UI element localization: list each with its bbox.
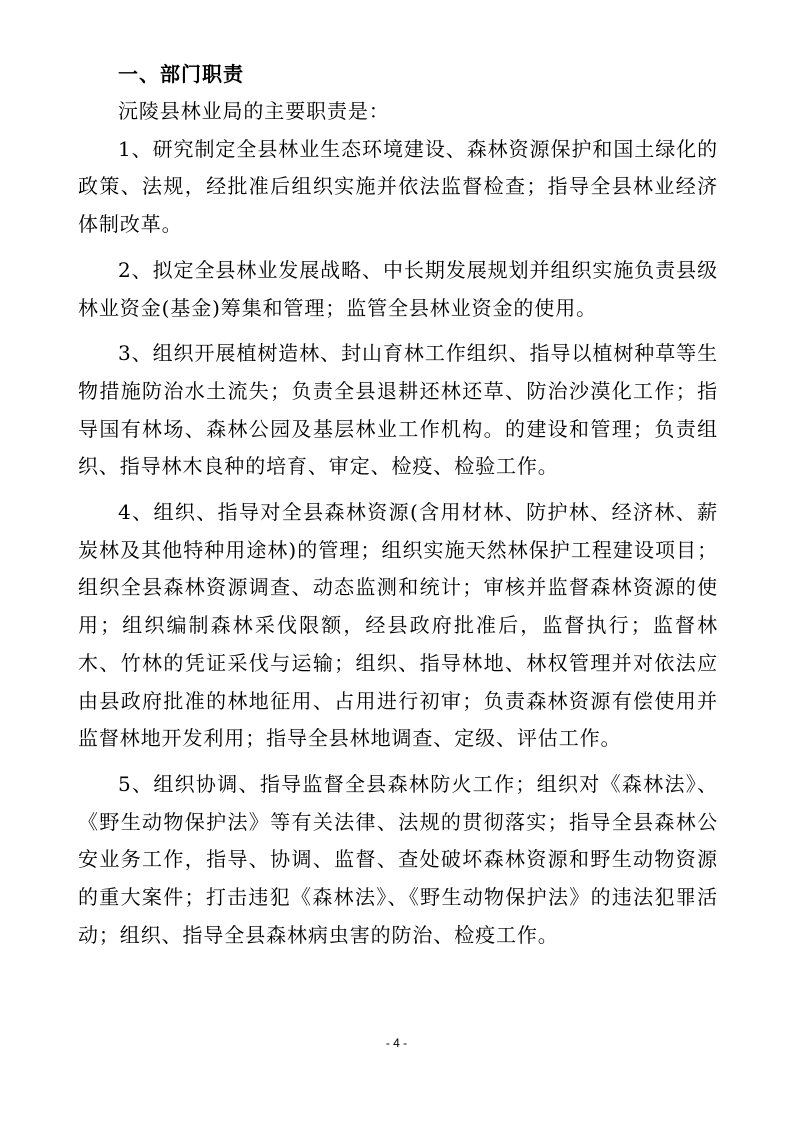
duty-item-5: 5、组织协调、指导监督全县森林防火工作；组织对《森林法》、《野生动物保护法》等有关法律、法规的贯彻落实；指导全县森林公安业务工作，指导、协调、监督、查处破坏森林资源和野生动物资源的重大案件；打击违犯《森林法》、《野生动物保护法》的违法犯罪活动；组织、指导全县森林病虫害的防治、检疫工作。 [78, 771, 718, 947]
paragraph-gap [78, 327, 718, 335]
duty-item-4: 4、组织、指导对全县森林资源(含用材林、防护林、经济林、薪炭林及其他特种用途林)的管理；组织实施天然林保护工程建设项目；组织全县森林资源调查、动态监测和统计；审核并监督森林资源的使用；组织编制森林采伐限额，经县政府批准后，监督执行；监督林木、竹林的凭证采伐与运输；组织、指导林地、林权管理并对依法应由县政府批准的林地征用、占用进行初审；负责森林资源有偿使用并监督林地开发利用；指导全县林地调查、定级、评估工作。 [78, 500, 718, 751]
duty-item-1: 1、研究制定全县林业生态环境建设、森林资源保护和国土绿化的政策、法规，经批准后组织实施并依法监督检查；指导全县林业经济体制改革。 [78, 136, 718, 237]
paragraph-gap [78, 486, 718, 494]
page-number: - 4 - [385, 1036, 408, 1050]
duty-item-3: 3、组织开展植树造林、封山育林工作组织、指导以植树种草等生物措施防治水土流失；负责全县退耕还林还草、防治沙漠化工作；指导国有林场、森林公园及基层林业工作机构。的建设和管理；负责组织、指导林木良种的培育、审定、检疫、检验工作。 [78, 341, 718, 479]
document-body [78, 93, 718, 954]
paragraph-gap [78, 758, 718, 766]
intro-paragraph: 沅陵县林业局的主要职责是： [118, 99, 390, 123]
paragraph-gap [78, 244, 718, 252]
section-heading: 一、部门职责 [118, 62, 244, 86]
duty-item-2: 2、拟定全县林业发展战略、中长期发展规划并组织实施负责县级林业资金(基金)筹集和管理；监管全县林业资金的使用。 [78, 257, 718, 320]
